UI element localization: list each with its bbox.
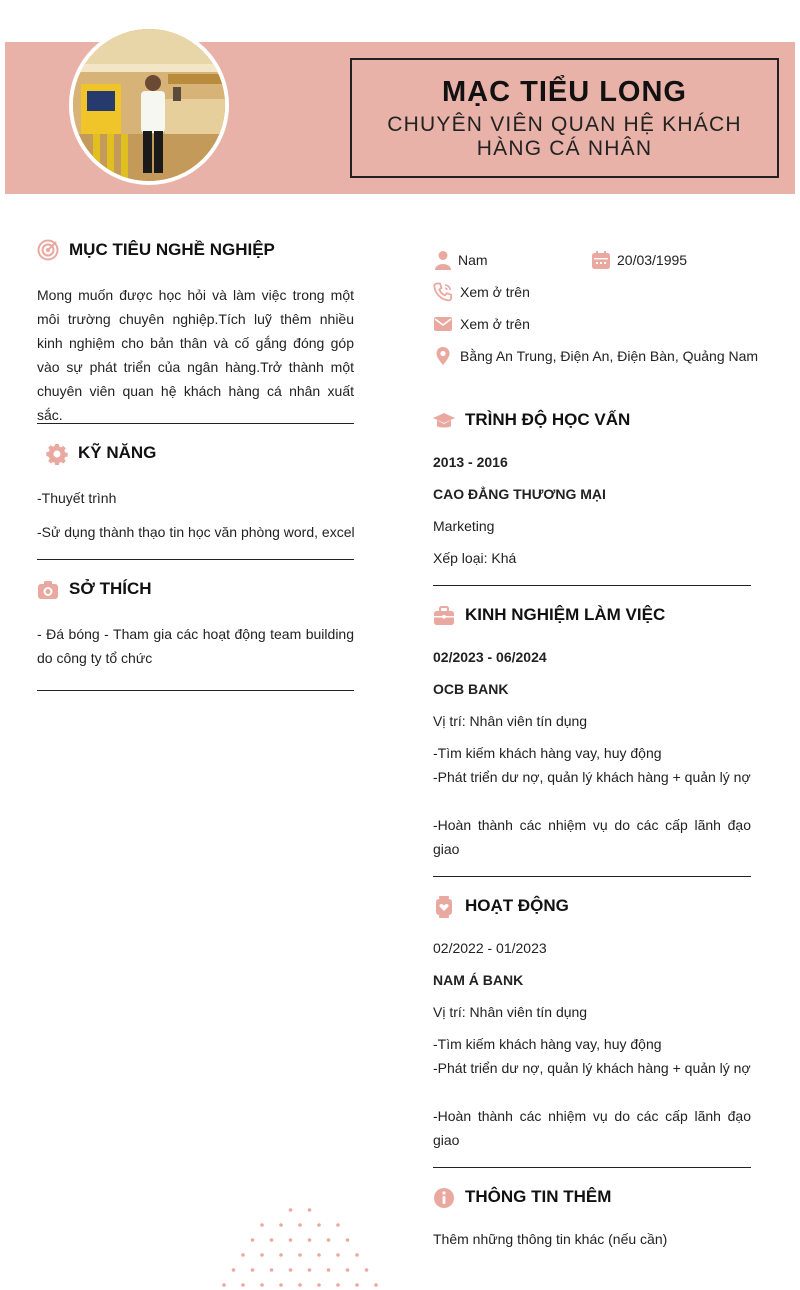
decorative-dot — [260, 1253, 264, 1257]
activities-duty: -Phát triển dư nợ, quản lý khách hàng + quản lý nợ — [433, 1060, 751, 1076]
decorative-dot — [251, 1268, 255, 1272]
decorative-dot — [270, 1268, 274, 1272]
person-icon — [433, 250, 453, 270]
decorative-dot — [355, 1283, 359, 1287]
experience-duty: -Phát triển dư nợ, quản lý khách hàng + quản lý nợ — [433, 769, 751, 785]
decorative-dot — [317, 1283, 321, 1287]
experience-duty: -Hoàn thành các nhiệm vụ do các cấp lãnh đạo giao — [433, 817, 751, 857]
divider — [37, 559, 354, 560]
briefcase-icon — [433, 605, 455, 627]
decorative-dot — [308, 1238, 312, 1242]
decorative-dot — [270, 1238, 274, 1242]
education-school: CAO ĐẲNG THƯƠNG MẠI — [433, 486, 606, 502]
activities-title: HOẠT ĐỘNG — [465, 896, 569, 915]
decorative-dot — [260, 1223, 264, 1227]
activities-duty: -Hoàn thành các nhiệm vụ do các cấp lãnh đạo giao — [433, 1108, 751, 1148]
decorative-dot — [232, 1268, 236, 1272]
name-box — [350, 58, 779, 178]
decorative-dot — [279, 1253, 283, 1257]
graduation-cap-icon — [433, 410, 455, 432]
address-value: Bằng An Trung, Điện An, Điện Bàn, Quảng Nam — [460, 348, 759, 364]
info-icon — [433, 1187, 455, 1209]
decorative-dot — [279, 1223, 283, 1227]
additional-title: THÔNG TIN THÊM — [465, 1187, 612, 1206]
decorative-dot — [289, 1238, 293, 1242]
decorative-dot — [279, 1283, 283, 1287]
divider — [433, 585, 751, 586]
camera-icon — [37, 579, 59, 601]
hobbies-text: - Đá bóng - Tham gia các hoạt động team building do công ty tổ chức — [37, 626, 354, 666]
phone-value: Xem ở trên — [460, 284, 530, 300]
activities-period: 02/2022 - 01/2023 — [433, 940, 547, 956]
divider — [433, 1167, 751, 1168]
decorative-dot — [298, 1283, 302, 1287]
decorative-dot — [336, 1223, 340, 1227]
decorative-dot-pattern — [205, 1205, 395, 1290]
education-grade: Xếp loại: Khá — [433, 550, 517, 566]
decorative-dot — [308, 1208, 312, 1212]
phone-icon — [433, 282, 453, 302]
experience-period: 02/2023 - 06/2024 — [433, 649, 547, 665]
location-icon — [433, 346, 453, 366]
gear-icon — [46, 443, 68, 465]
decorative-dot — [336, 1253, 340, 1257]
objective-text: Mong muốn được học hỏi và làm việc trong một môi trường chuyên nghiệp.Tích luỹ thêm nhiều kinh nghiệm cho bản thân và cố gắng đóng góp vào sự phát triển của ngân hàng.Trở thành một chuyên viên quan hệ khách hàng cá nhân xuất sắc. — [37, 287, 354, 423]
additional-text: Thêm những thông tin khác (nếu cần) — [433, 1231, 668, 1247]
candidate-position: CHUYÊN VIÊN QUAN HỆ KHÁCH HÀNG CÁ NHÂN — [387, 113, 742, 160]
decorative-dot — [327, 1238, 331, 1242]
email-icon — [433, 314, 453, 334]
decorative-dot — [298, 1223, 302, 1227]
education-period: 2013 - 2016 — [433, 454, 508, 470]
decorative-dot — [346, 1268, 350, 1272]
experience-company: OCB BANK — [433, 681, 509, 697]
decorative-dot — [317, 1223, 321, 1227]
activity-badge-icon — [433, 896, 455, 918]
hobbies-title: SỞ THÍCH — [69, 579, 152, 598]
decorative-dot — [222, 1283, 226, 1287]
decorative-dot — [289, 1268, 293, 1272]
decorative-dot — [241, 1283, 245, 1287]
decorative-dot — [260, 1283, 264, 1287]
decorative-dot — [317, 1253, 321, 1257]
decorative-dot — [365, 1268, 369, 1272]
experience-duty: -Tìm kiếm khách hàng vay, huy động — [433, 745, 662, 761]
birthday-value: 20/03/1995 — [617, 252, 688, 268]
education-major: Marketing — [433, 518, 495, 534]
divider — [37, 423, 354, 424]
skill-item: -Thuyết trình — [37, 490, 117, 506]
candidate-name: MẠC TIỂU LONG — [442, 76, 687, 108]
decorative-dot — [241, 1253, 245, 1257]
education-title: TRÌNH ĐỘ HỌC VẤN — [465, 410, 631, 429]
email-value: Xem ở trên — [460, 316, 530, 332]
experience-role: Vị trí: Nhân viên tín dụng — [433, 713, 588, 729]
objective-title: MỤC TIÊU NGHỀ NGHIỆP — [69, 240, 275, 259]
gender-value: Nam — [458, 252, 488, 268]
skills-title: KỸ NĂNG — [78, 443, 157, 462]
divider — [433, 876, 751, 877]
skill-item: -Sử dụng thành thạo tin học văn phòng word, excel — [37, 524, 355, 540]
decorative-dot — [355, 1253, 359, 1257]
avatar — [69, 25, 229, 185]
decorative-dot — [308, 1268, 312, 1272]
calendar-icon — [591, 250, 611, 270]
decorative-dot — [374, 1283, 378, 1287]
decorative-dot — [346, 1238, 350, 1242]
activities-role: Vị trí: Nhân viên tín dụng — [433, 1004, 588, 1020]
target-icon — [37, 239, 59, 261]
activities-duty: -Tìm kiếm khách hàng vay, huy động — [433, 1036, 662, 1052]
divider — [37, 690, 354, 691]
experience-title: KINH NGHIỆM LÀM VIỆC — [465, 605, 666, 624]
activities-org: NAM Á BANK — [433, 972, 524, 988]
decorative-dot — [327, 1268, 331, 1272]
profile-photo — [73, 29, 225, 181]
decorative-dot — [251, 1238, 255, 1242]
decorative-dot — [298, 1253, 302, 1257]
decorative-dot — [336, 1283, 340, 1287]
decorative-dot — [289, 1208, 293, 1212]
